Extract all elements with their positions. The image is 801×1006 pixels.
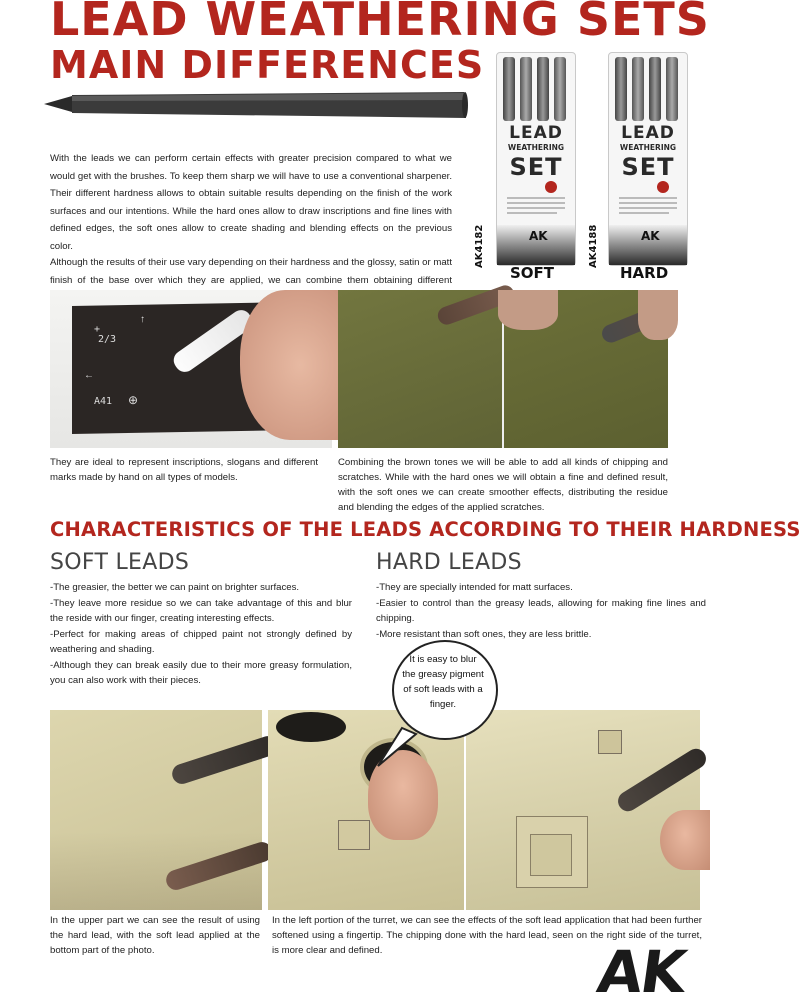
caption-photo-1: They are ideal to represent inscriptions, slogans and different marks made by hand on all types of models. — [50, 457, 318, 483]
photo-soft-hard-comparison — [50, 710, 262, 910]
list-item: -Easier to control than the greasy leads, allowing for making fine lines and chipping. — [376, 597, 706, 624]
intro-paragraph-1: With the leads we can perform certain effects with greater precision compared to what we would get with the brushes. To keep them sharp we will have to use a conventional sharpener. Their different hardness allows to obtain suitable results depending on the finish of the work surfaces and our intentions. While the hard ones allow to draw inscriptions and fine lines with defined edges, the soft ones allow to create shading and blending effects on the previous color. — [50, 153, 452, 252]
photo-turret — [268, 710, 700, 910]
list-item: -They are specially intended for matt surfaces. — [376, 582, 573, 593]
hard-label: HARD — [620, 264, 669, 282]
caption-photo-3: In the upper part we can see the result of using the hard lead, with the soft lead applied at the bottom part of the photo. — [50, 915, 260, 956]
list-item: -More resistant than soft ones, they are less brittle. — [376, 628, 592, 640]
card-mark-fraction: 2/3 — [98, 334, 117, 345]
photo-inscription-card: + 2/3 ↑ ← A41 ⊕ — [50, 290, 332, 448]
hard-set-box: LEAD WEATHERING SET AK — [608, 52, 688, 266]
soft-label: SOFT — [510, 264, 555, 282]
hard-badge-icon — [657, 181, 669, 193]
characteristics-title: CHARACTERISTICS OF THE LEADS ACCORDING TO THEIR HARDNESS — [50, 518, 801, 541]
soft-badge-icon — [545, 181, 557, 193]
ak-logo: AK — [593, 938, 689, 1006]
hard-leads-heading: HARD LEADS — [376, 550, 522, 575]
card-mark-code: A41 — [94, 396, 113, 407]
pencil-illustration — [44, 90, 474, 130]
product-sets — [474, 52, 694, 292]
caption-photo-4: In the left portion of the turret, we can see the effects of the soft lead application that had been further softened using a fingertip. The chipping done with the hard lead, seen on the right side of the turret, is more clear and defined. — [272, 915, 702, 956]
soft-leads-heading: SOFT LEADS — [50, 550, 190, 575]
ak-brand-logo: AK — [529, 229, 548, 243]
caption-photo-2: Combining the brown tones we will be able to add all kinds of chipping and scratches. While with the hard ones we will obtain a fine and defined result, with the soft ones we can create smoother effects, distributing the residue and blending the edges of the applied scratches. — [338, 457, 668, 513]
soft-set-box: LEAD WEATHERING SET AK — [496, 52, 576, 266]
list-item: -Perfect for making areas of chipped paint not strongly defined by weathering and shading. — [50, 628, 352, 655]
list-item: -Although they can break easily due to their more greasy formulation, you can also work with their pieces. — [50, 659, 352, 686]
page-subtitle: MAIN DIFFERENCES — [50, 43, 485, 87]
hard-leads-list — [376, 580, 706, 642]
footer-logo — [588, 938, 720, 1006]
ak-brand-logo: AK — [641, 229, 660, 243]
list-item: -The greasier, the better we can paint on brighter surfaces. — [50, 582, 300, 593]
list-item: -They leave more residue so we can take advantage of this and blur the reside with our finger, creating interesting effects. — [50, 597, 352, 624]
page-title: LEAD WEATHERING SETS — [50, 0, 710, 46]
intro-paragraph-2: Although the results of their use vary depending on their hardness and the glossy, satin or matt finish of the base over which they are applied, we can combine them obtaining different — [50, 257, 452, 286]
photo-green-scratches — [338, 290, 668, 448]
bubble-text: It is easy to blur the greasy pigment of soft leads with a finger. — [402, 654, 484, 710]
hard-code: AK4188 — [588, 224, 599, 268]
soft-leads-list — [50, 580, 352, 689]
soft-code: AK4182 — [474, 224, 485, 268]
